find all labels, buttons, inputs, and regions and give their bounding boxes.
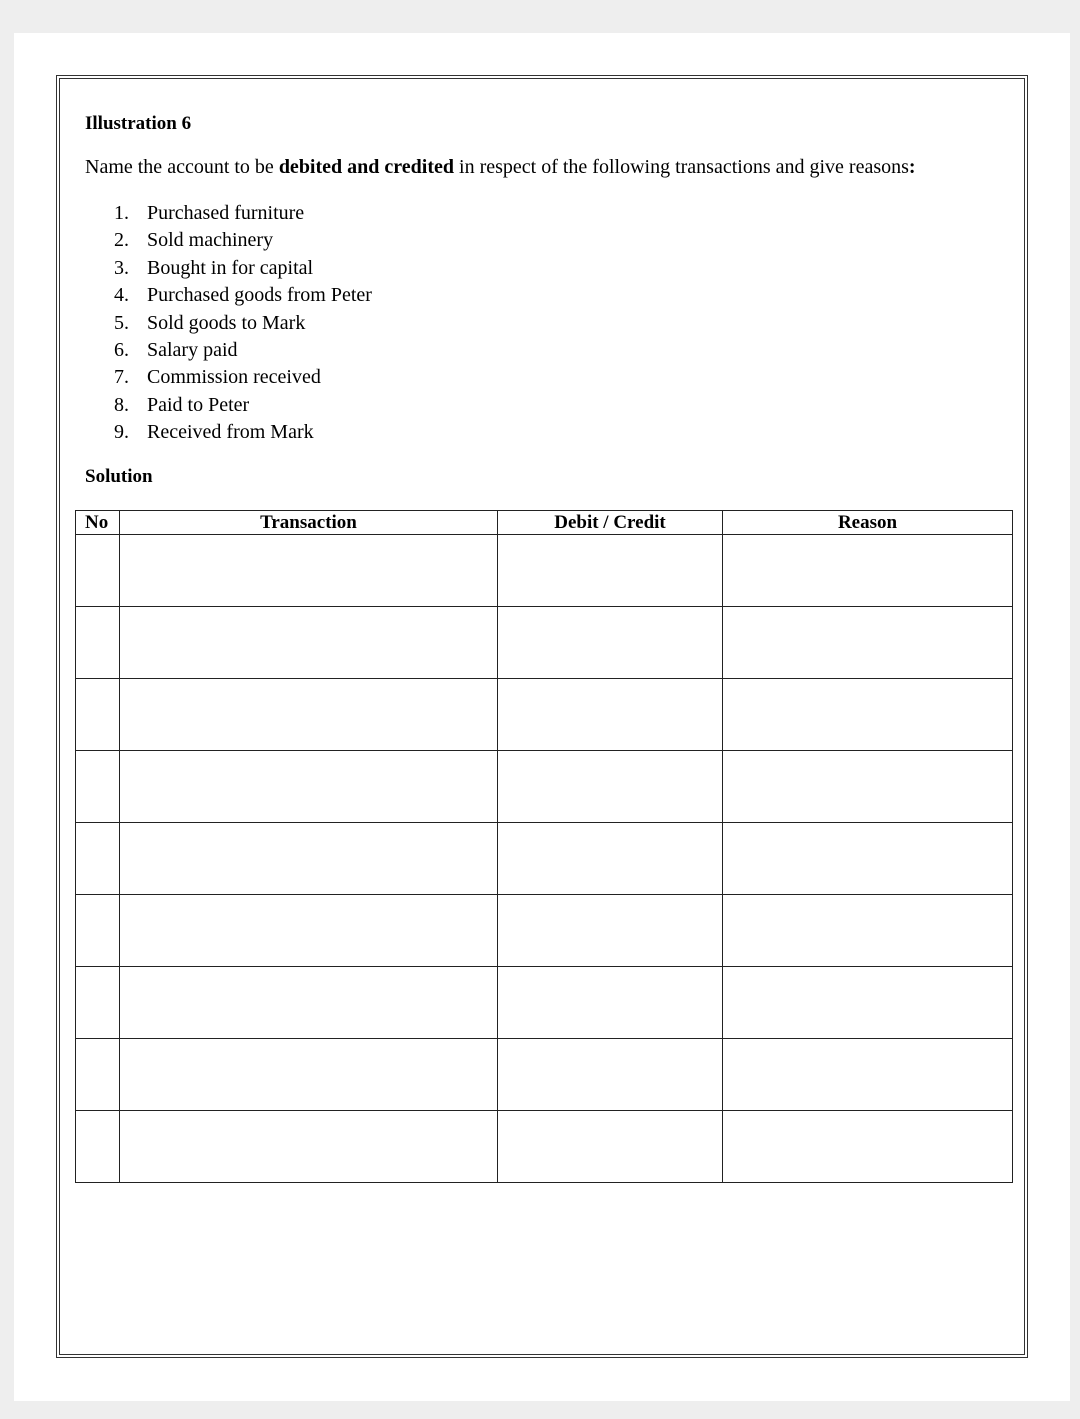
list-item xyxy=(114,282,372,309)
table-cell xyxy=(498,967,723,1039)
list-item-number: 7. xyxy=(114,366,129,389)
list-item-number: 2. xyxy=(114,229,129,252)
table-row xyxy=(76,895,1013,967)
table-cell xyxy=(120,1111,498,1183)
solution-table xyxy=(75,510,1013,1183)
column-header-transaction: Transaction xyxy=(120,511,498,535)
table-cell xyxy=(723,607,1013,679)
column-header-reason: Reason xyxy=(723,511,1013,535)
table-cell xyxy=(76,1111,120,1183)
table-cell xyxy=(76,535,120,607)
list-item xyxy=(114,364,372,391)
table-row xyxy=(76,823,1013,895)
instruction-part-1: Name the account to be xyxy=(85,156,279,178)
list-item-text: Purchased goods from Peter xyxy=(147,284,372,307)
table-row xyxy=(76,1039,1013,1111)
table-cell xyxy=(498,751,723,823)
illustration-heading: Illustration 6 xyxy=(85,113,192,134)
list-item xyxy=(114,200,372,227)
table-cell xyxy=(723,1039,1013,1111)
list-item-text: Sold goods to Mark xyxy=(147,311,306,334)
list-item-number: 3. xyxy=(114,256,129,279)
table-row xyxy=(76,679,1013,751)
column-header-debit-credit: Debit / Credit xyxy=(498,511,723,535)
list-item xyxy=(114,337,372,364)
instruction-colon: : xyxy=(908,156,916,178)
table-cell xyxy=(723,535,1013,607)
instruction-text xyxy=(85,156,916,179)
solution-label: Solution xyxy=(85,466,153,487)
table-cell xyxy=(120,751,498,823)
table-cell xyxy=(76,679,120,751)
table-row xyxy=(76,1111,1013,1183)
list-item xyxy=(114,227,372,254)
instruction-bold: debited and credited xyxy=(278,156,455,178)
table-cell xyxy=(120,823,498,895)
table-cell xyxy=(120,967,498,1039)
table-header-row xyxy=(76,511,1013,535)
list-item-number: 1. xyxy=(114,202,129,224)
table-cell xyxy=(498,823,723,895)
table-cell xyxy=(120,1039,498,1111)
list-item-text: Commission received xyxy=(147,366,321,389)
table-cell xyxy=(120,679,498,751)
table-cell xyxy=(76,1039,120,1111)
table-row xyxy=(76,607,1013,679)
list-item-text: Purchased furniture xyxy=(147,202,305,224)
table-cell xyxy=(120,535,498,607)
table-cell xyxy=(76,823,120,895)
list-item-text: Bought in for capital xyxy=(147,256,314,279)
table-cell xyxy=(76,895,120,967)
list-item-number: 4. xyxy=(114,284,129,307)
list-item-number: 6. xyxy=(114,338,129,361)
column-header-no: No xyxy=(76,511,120,535)
table-cell xyxy=(120,607,498,679)
instruction-part-2: in respect of the following transactions and give reasons xyxy=(454,156,909,178)
table-cell xyxy=(723,1111,1013,1183)
table-cell xyxy=(498,679,723,751)
list-item-number: 8. xyxy=(114,393,129,416)
table-cell xyxy=(723,967,1013,1039)
transaction-list xyxy=(114,200,372,447)
table-cell xyxy=(723,823,1013,895)
list-item-text: Paid to Peter xyxy=(147,393,250,416)
list-item-text: Salary paid xyxy=(147,338,238,361)
table-cell xyxy=(498,895,723,967)
list-item-text: Received from Mark xyxy=(147,421,314,444)
table-cell xyxy=(120,895,498,967)
table-cell xyxy=(498,535,723,607)
list-item xyxy=(114,310,372,337)
table-cell xyxy=(498,1111,723,1183)
table-cell xyxy=(498,607,723,679)
table-cell xyxy=(76,607,120,679)
table-row xyxy=(76,535,1013,607)
table-cell xyxy=(723,679,1013,751)
table-cell xyxy=(76,967,120,1039)
table-row xyxy=(76,967,1013,1039)
list-item-number: 9. xyxy=(114,421,129,444)
table-row xyxy=(76,751,1013,823)
list-item xyxy=(114,392,372,419)
list-item xyxy=(114,419,372,446)
table-cell xyxy=(498,1039,723,1111)
table-cell xyxy=(76,751,120,823)
list-item-text: Sold machinery xyxy=(147,229,274,252)
list-item-number: 5. xyxy=(114,311,129,334)
list-item xyxy=(114,255,372,282)
table-cell xyxy=(723,751,1013,823)
table-cell xyxy=(723,895,1013,967)
